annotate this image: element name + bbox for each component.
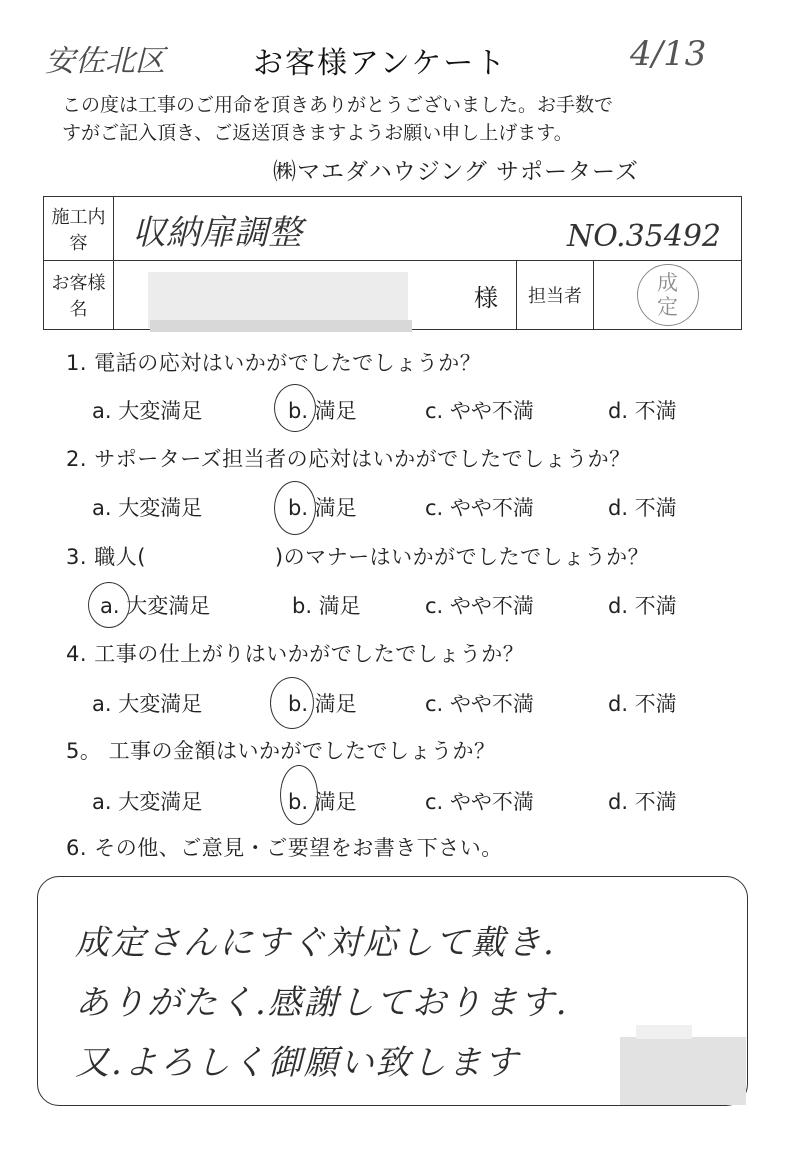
option-b[interactable]: b. 満足: [288, 496, 357, 520]
customer-suffix: 様: [474, 283, 498, 312]
option-a[interactable]: a. 大変満足: [92, 496, 203, 520]
work-value-cell[interactable]: [114, 197, 742, 261]
option-b[interactable]: b. 満足: [288, 790, 357, 814]
option-c[interactable]: c. やや不満: [425, 496, 534, 520]
question-2: 2. サポーターズ担当者の応対はいかがでしたでしょうか？: [66, 447, 631, 471]
selected-circle-b: [270, 677, 314, 729]
option-b[interactable]: b. 満足: [292, 594, 361, 618]
option-b[interactable]: b. 満足: [288, 692, 357, 716]
order-number: NO.35492: [566, 219, 722, 254]
option-d[interactable]: d. 不満: [608, 399, 677, 423]
selected-circle-b: [280, 765, 318, 825]
company-name: ㈱マエダハウジング サポーターズ: [273, 159, 639, 185]
intro-line-2: すがご記入頂き、ご返送頂きますようお願い申し上げます。: [62, 122, 573, 144]
page-title: お客様アンケート: [253, 46, 508, 81]
selected-circle-a: [88, 582, 130, 628]
question-3: 3. 職人( )のマナーはいかがでしたでしょうか？: [66, 545, 650, 569]
work-value: 収納扉調整: [132, 213, 302, 253]
selected-circle-b: [274, 481, 316, 535]
option-c[interactable]: c. やや不満: [425, 594, 534, 618]
comment-line-2: ありがたく.感謝しております.: [75, 983, 569, 1023]
option-d[interactable]: d. 不満: [608, 594, 677, 618]
option-c[interactable]: c. やや不満: [425, 790, 534, 814]
branch-handwritten: 安佐北区: [45, 44, 165, 79]
staff-stamp: 成 定: [637, 264, 699, 326]
question-5: 5。 工事の金額はいかがでしたでしょうか？: [66, 739, 496, 763]
intro-line-1: この度は工事のご用命を頂きありがとうございました。お手数で: [62, 94, 614, 116]
staff-label: 担当者: [517, 261, 594, 330]
option-a[interactable]: a. 大変満足: [100, 594, 211, 618]
question-4: 4. 工事の仕上がりはいかがでしたでしょうか？: [66, 642, 525, 666]
question-1: 1. 電話の応対はいかがでしたでしょうか？: [66, 351, 482, 375]
date-handwritten: 4/13: [630, 34, 707, 74]
selected-circle-b: [274, 384, 316, 432]
option-a[interactable]: a. 大変満足: [92, 692, 203, 716]
question-6: 6. その他、ご意見・ご要望をお書き下さい。: [66, 836, 503, 860]
redacted-name-bar: [150, 320, 412, 332]
option-d[interactable]: d. 不満: [608, 496, 677, 520]
redacted-signature-top: [636, 1025, 692, 1039]
option-b[interactable]: b. 満足: [288, 399, 357, 423]
option-d[interactable]: d. 不満: [608, 692, 677, 716]
option-a[interactable]: a. 大変満足: [92, 790, 203, 814]
redacted-signature: [620, 1037, 746, 1105]
work-label: 施工内容: [44, 197, 114, 261]
customer-label: お客様名: [44, 261, 114, 330]
staff-stamp-cell: [594, 261, 742, 330]
option-d[interactable]: d. 不満: [608, 790, 677, 814]
option-c[interactable]: c. やや不満: [425, 399, 534, 423]
option-c[interactable]: c. やや不満: [425, 692, 534, 716]
comment-line-3: 又.よろしく御願い致します: [75, 1043, 520, 1083]
option-a[interactable]: a. 大変満足: [92, 399, 203, 423]
comment-line-1: 成定さんにすぐ対応して戴き.: [75, 923, 556, 963]
